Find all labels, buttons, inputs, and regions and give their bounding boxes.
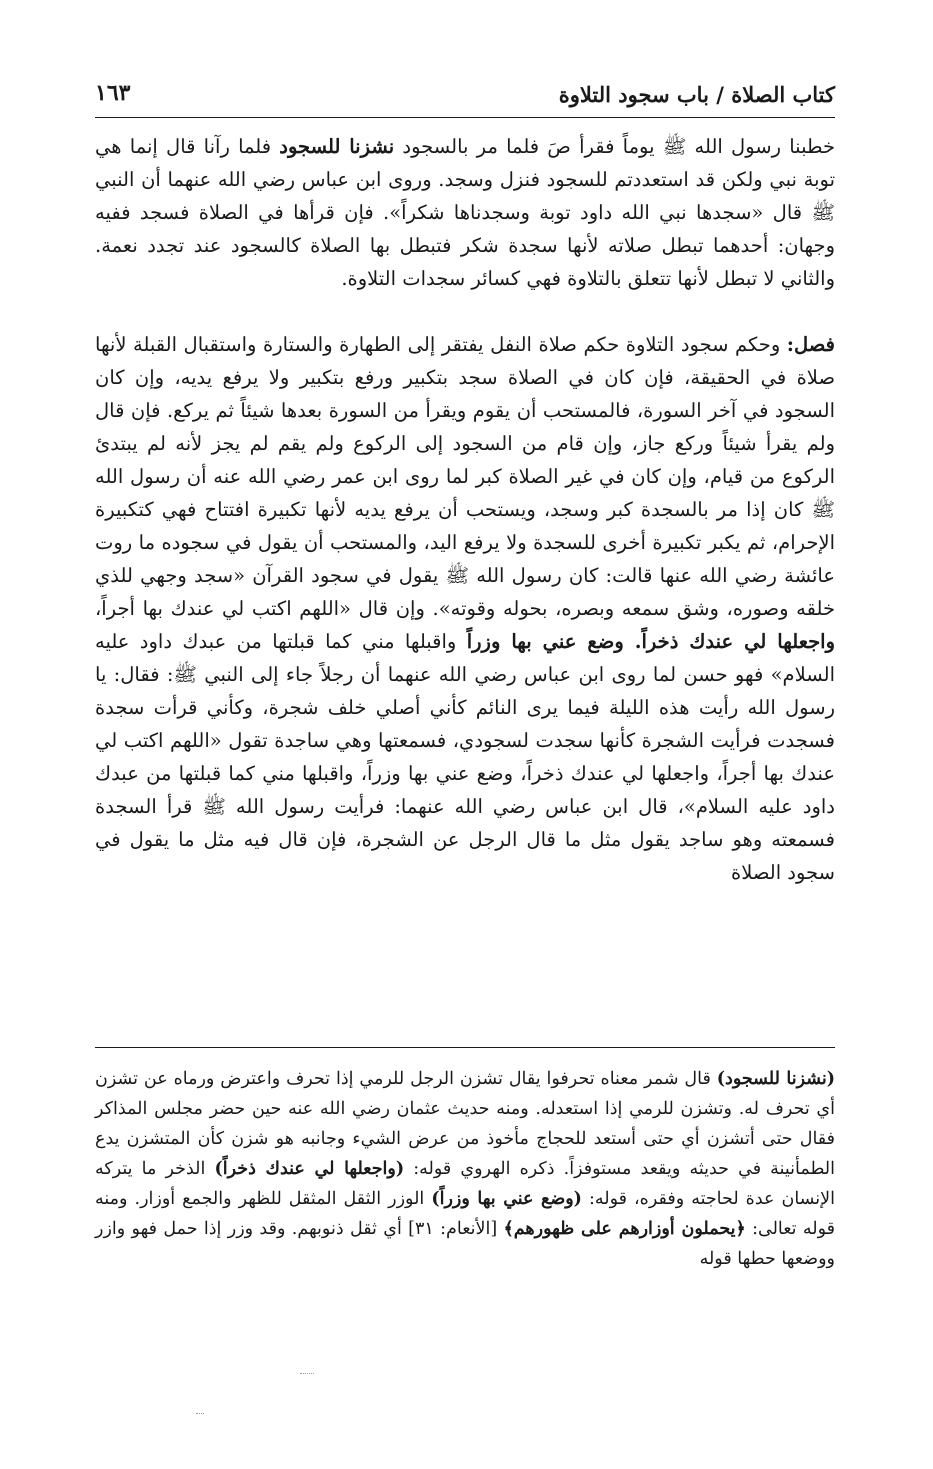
page-header	[95, 82, 835, 112]
footnote-paragraph	[95, 1064, 835, 1274]
running-title: كتاب الصلاة / باب سجود التلاوة	[558, 82, 835, 107]
paragraph-2	[95, 328, 835, 889]
bold-text-run: واجعلها لي عندك ذخراً. وضع عني بها وزراً	[466, 630, 835, 653]
footnotes	[95, 1064, 835, 1274]
footnote-text: الوزر الثقل المثقل للظهر والجمع أوزار. ومنه قوله تعالى:	[95, 1189, 836, 1239]
text-run: فلما رآنا قال إنما هي توبة نبي ولكن قد استعددتم للسجود فنزل وسجد. وروى ابن عباس رضي الله عنهما أن النبي ﷺ قال «سجدها نبي الله داود توبة وسجدناها شكراً». فإن قرأها في الصلاة فسجد ففيه وجهان: أحدهما تبطل صلاته لأنها سجدة شكر فتبطل بها الصلاة كالسجود عند تجدد نعمة. والثاني لا تبطل لأنها تتعلق بالتلاوة فهي كسائر سجدات التلاوة.	[95, 135, 835, 290]
footnote-term: (وضع عني بها وزراً)	[431, 1189, 582, 1209]
quran-quote: ﴿يحملون أوزارهم على ظهورهم﴾	[503, 1219, 746, 1239]
footnote-text: [الأنعام: ٣١] أي ثقل ذنوبهم. وقد وزر إذا حمل فهو وازر ووضعها حطها قوله	[95, 1219, 835, 1269]
footnote-term: (نشزنا للسجود)	[716, 1069, 835, 1089]
footnote-term: (واجعلها لي عندك ذخراً)	[214, 1159, 405, 1179]
section-heading-fasl: فصل:	[786, 333, 835, 356]
footnote-text: قال شمر معناه تحرفوا يقال تشزن الرجل للرمي إذا تحرف واعترض ورماه عن تشزن أي تحرف له. وتشزن للرمي إذا استعدله. ومنه حديث عثمان رضي الله عنه حين حضر مجلس المذاكر فقال حتى أتشزن أي حتى أستعد للحجاج مأخوذ من عرض الشيء وجانبه هو شزن كأن المتشزن يدع الطمأنينة في حديثه ويقعد مستوفزاً. ذكره الهروي قوله:	[95, 1069, 835, 1179]
paragraph-gap	[95, 295, 835, 328]
scan-speck	[196, 1413, 204, 1414]
text-run: وحكم سجود التلاوة حكم صلاة النفل يفتقر إلى الطهارة والستارة واستقبال القبلة لأنها صلاة في الحقيقة، فإن كان في الصلاة سجد بتكبير ورفع بتكبير ولا يرفع يديه، وإن كان السجود في آخر السورة، فالمستحب أن يقوم ويقرأ من السورة بعدها شيئاً ثم يركع. فإن قال ولم يقرأ شيئاً وركع جاز، وإن قام من السجود إلى الركوع ولم يقم لم يجز لأنه لم يبتدئ الركوع من قيام، وإن كان في غير الصلاة كبر لما روى ابن عمر رضي الله عنه أن رسول الله ﷺ كان إذا مر بالسجدة كبر وسجد، ويستحب أن يرفع يديه لأنها تكبيرة افتتاح فهي كتكبيرة الإحرام، ثم يكبر تكبيرة أخرى للسجدة ولا يرفع اليد، والمستحب أن يقول في سجوده ما روت عائشة رضي الله عنها قالت: كان رسول الله ﷺ يقول في سجود القرآن «سجد وجهي للذي خلقه وصوره، وشق سمعه وبصره، بحوله وقوته». وإن قال «اللهم اكتب لي عندك بها أجراً،	[95, 333, 835, 620]
scan-speck	[300, 1373, 314, 1374]
header-rule	[95, 117, 835, 118]
text-run: خطبنا رسول الله ﷺ يوماً فقرأ صَ فلما مر بالسجود	[394, 135, 835, 158]
text-run: واقبلها مني كما قبلتها من عبدك داود عليه السلام» فهو حسن لما روى ابن عباس رضي الله عنهما أن رجلاً جاء إلى النبي ﷺ: فقال: يا رسول الله رأيت هذه الليلة فيما يرى النائم كأني أصلي خلف شجرة، وكأني قرأت سجدة فسجدت فرأيت الشجرة كأنها سجدت لسجودي، فسمعتها وهي ساجدة تقول «اللهم اكتب لي عندك بها أجراً، واجعلها لي عندك ذخراً، وضع عني بها وزراً، واقبلها مني كما قبلتها من عبدك داود عليه السلام»، قال ابن عباس رضي الله عنهما: فرأيت رسول الله ﷺ قرأ السجدة فسمعته وهو ساجد يقول مثل ما قال الرجل عن الشجرة، فإن قال فيه مثل ما يقول في سجود الصلاة	[95, 630, 835, 884]
footnote-rule	[95, 1047, 835, 1048]
bold-text-run: نشزنا للسجود	[279, 135, 395, 158]
page-number: ١٦٣	[95, 80, 131, 106]
footnote-text: الذخر ما يتركه الإنسان عدة لحاجته وفقره، قوله:	[95, 1159, 836, 1209]
paragraph-1	[95, 130, 835, 295]
main-text	[95, 130, 835, 889]
